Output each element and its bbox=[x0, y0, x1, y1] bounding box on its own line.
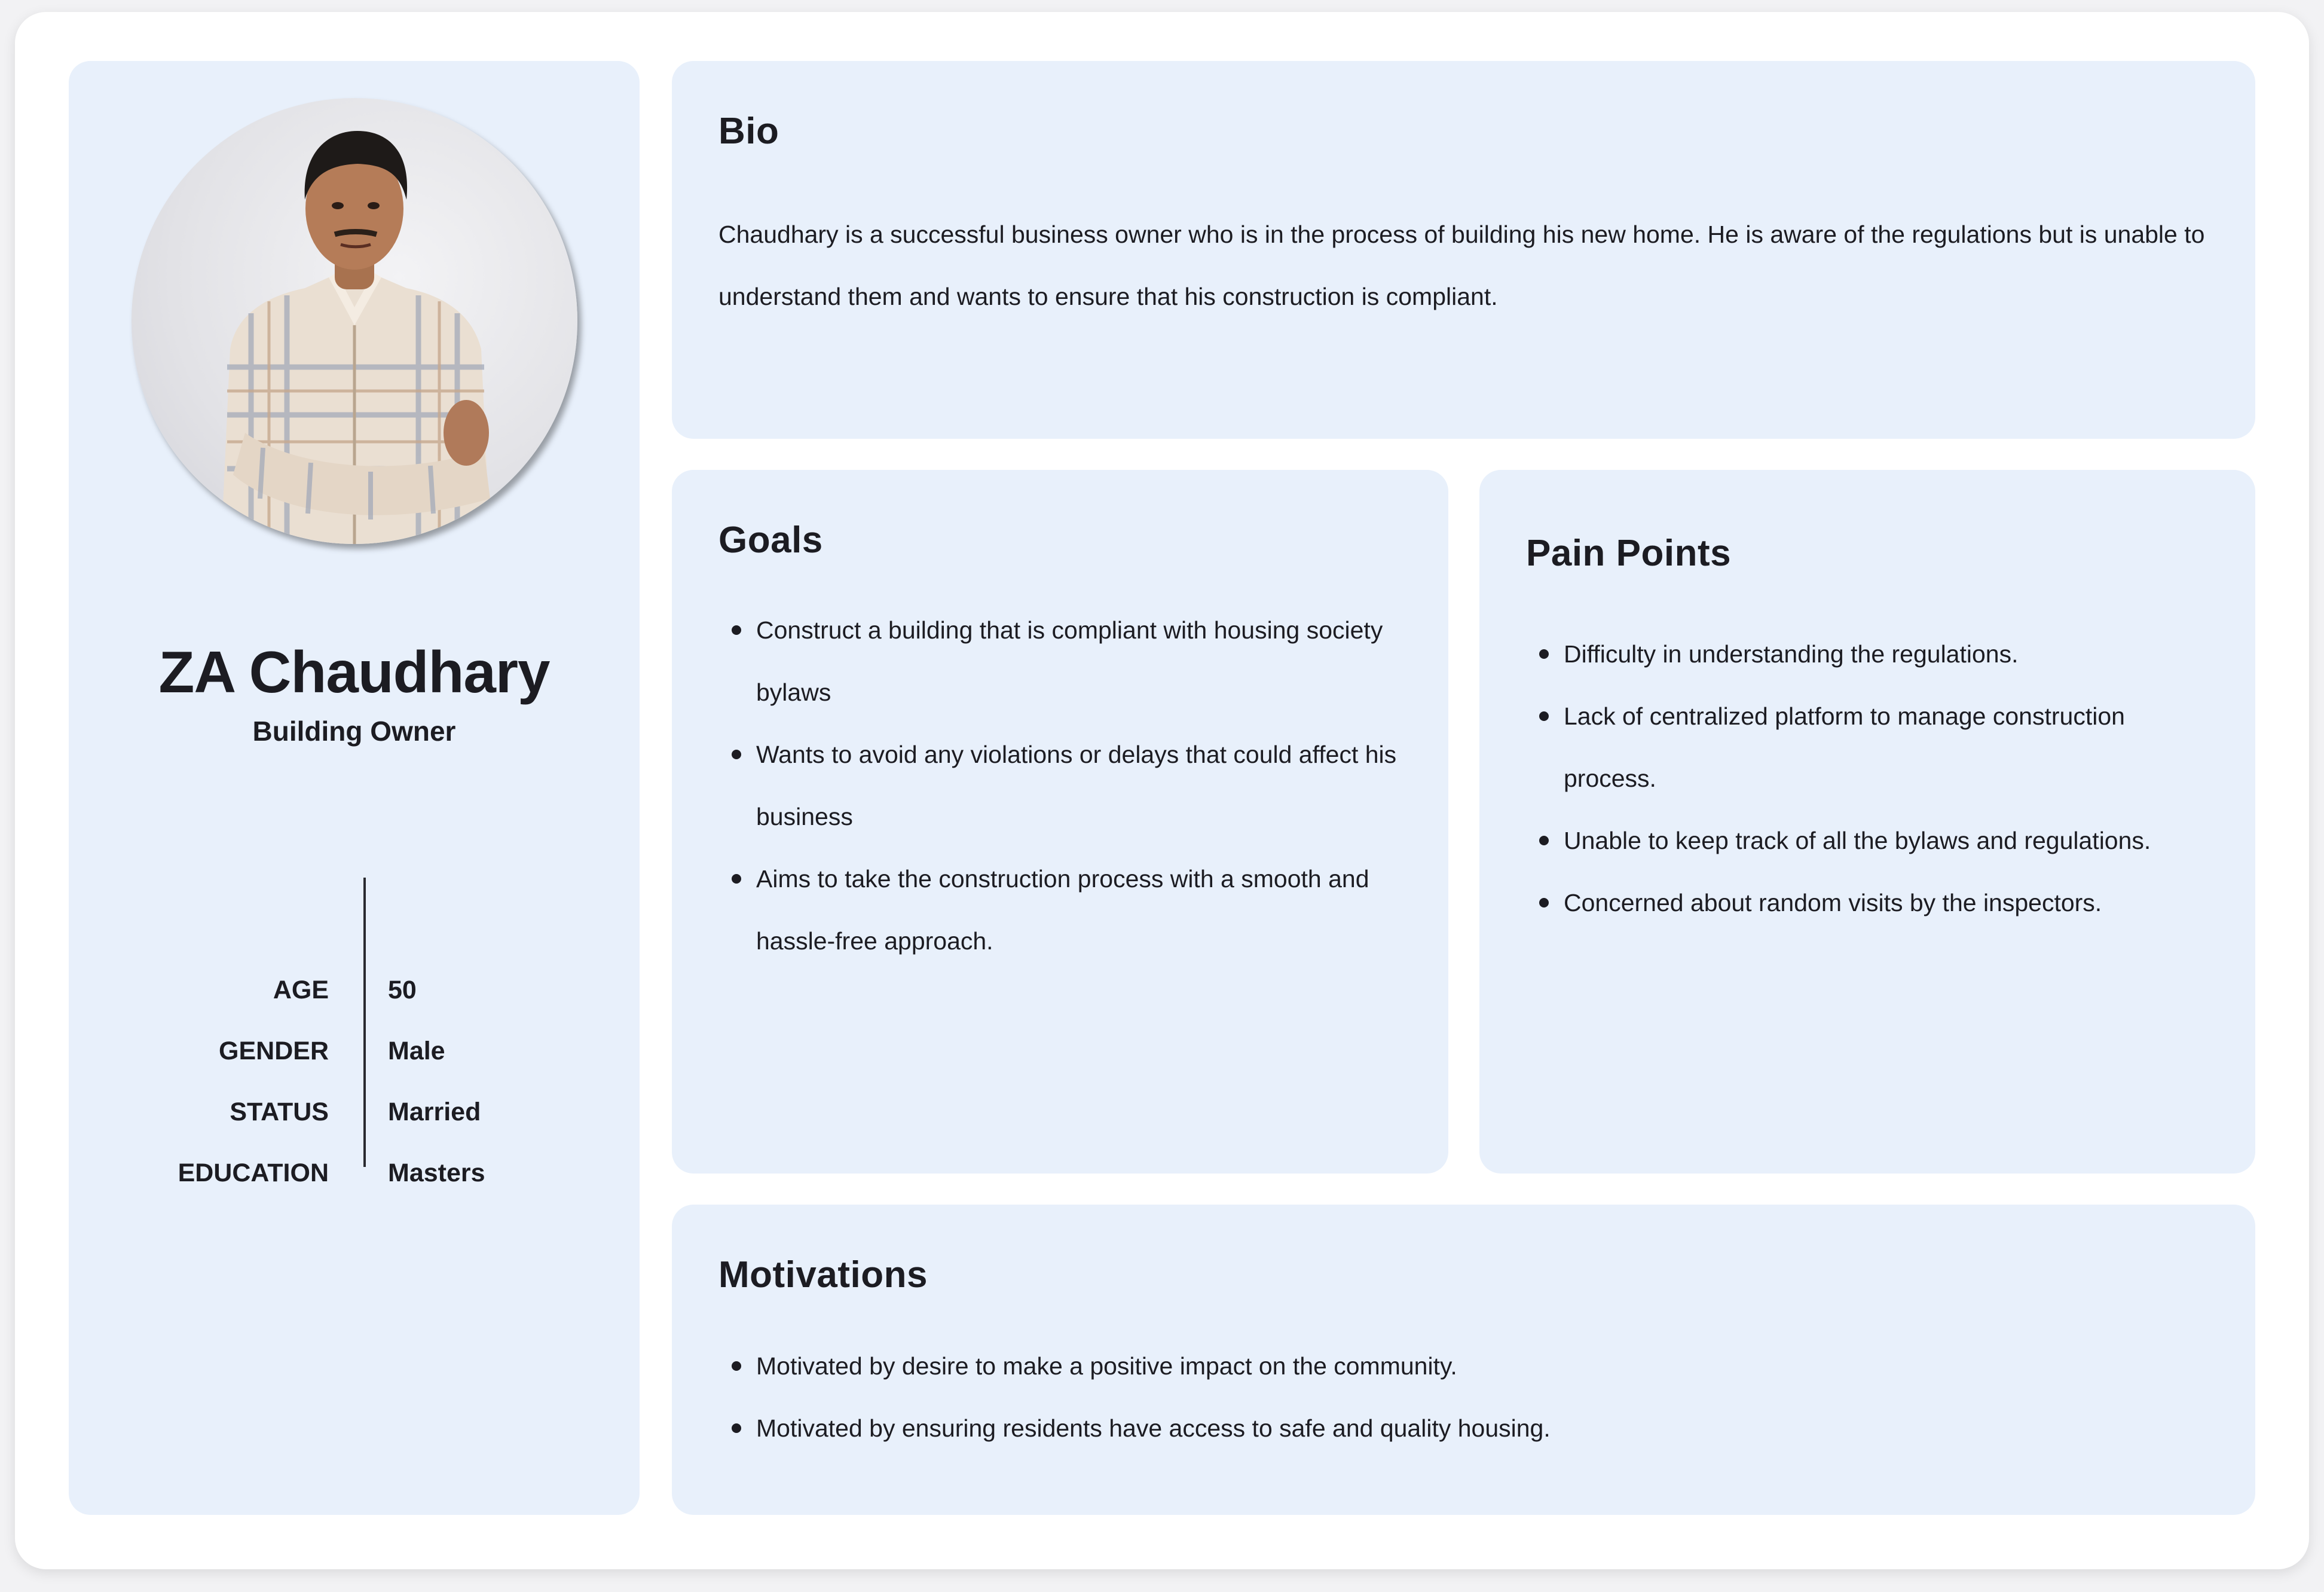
list-item: Aims to take the construction process with a smooth and hassle-free approach. bbox=[718, 848, 1412, 972]
motivations-list bbox=[718, 1335, 2201, 1459]
persona-role: Building Owner bbox=[252, 716, 456, 747]
list-item: Motivated by desire to make a positive impact on the community. bbox=[718, 1335, 2201, 1397]
stats-divider bbox=[363, 878, 366, 1167]
pain-points-list bbox=[1526, 623, 2219, 934]
stat-value-status: Married bbox=[388, 1098, 481, 1126]
goals-card bbox=[672, 470, 1448, 1174]
motivations-card bbox=[672, 1205, 2255, 1515]
goals-list bbox=[718, 599, 1412, 972]
stat-value-gender: Male bbox=[388, 1037, 445, 1065]
bio-text: Chaudhary is a successful business owner who is in the process of building his new home. He is aware of the regulations but is unable to understand them and wants to ensure that his construction is compliant. bbox=[718, 221, 2205, 310]
list-item: Motivated by ensuring residents have access to safe and quality housing. bbox=[718, 1397, 2201, 1459]
profile-card bbox=[69, 61, 640, 1515]
motivations-title: Motivations bbox=[718, 1254, 928, 1295]
persona-name: ZA Chaudhary bbox=[158, 639, 550, 705]
stat-label-gender: GENDER bbox=[219, 1037, 329, 1065]
goals-title: Goals bbox=[718, 520, 823, 561]
list-item: Construct a building that is compliant with housing society bylaws bbox=[718, 599, 1412, 723]
list-item: Difficulty in understanding the regulations. bbox=[1526, 623, 2219, 685]
bio-title: Bio bbox=[718, 111, 779, 152]
stat-value-age: 50 bbox=[388, 976, 417, 1004]
stat-value-education: Masters bbox=[388, 1159, 485, 1187]
pain-points-card bbox=[1479, 470, 2255, 1174]
avatar bbox=[132, 98, 577, 544]
person-portrait-icon bbox=[132, 98, 577, 544]
stat-label-status: STATUS bbox=[230, 1098, 329, 1126]
pain-points-title: Pain Points bbox=[1526, 533, 1732, 574]
list-item: Unable to keep track of all the bylaws and regulations. bbox=[1526, 809, 2219, 872]
stat-label-age: AGE bbox=[273, 976, 329, 1004]
list-item: Lack of centralized platform to manage construction process. bbox=[1526, 685, 2219, 809]
stat-label-education: EDUCATION bbox=[178, 1159, 329, 1187]
list-item: Wants to avoid any violations or delays that could affect his business bbox=[718, 723, 1412, 848]
list-item: Concerned about random visits by the inspectors. bbox=[1526, 872, 2219, 934]
bio-card bbox=[672, 61, 2255, 439]
